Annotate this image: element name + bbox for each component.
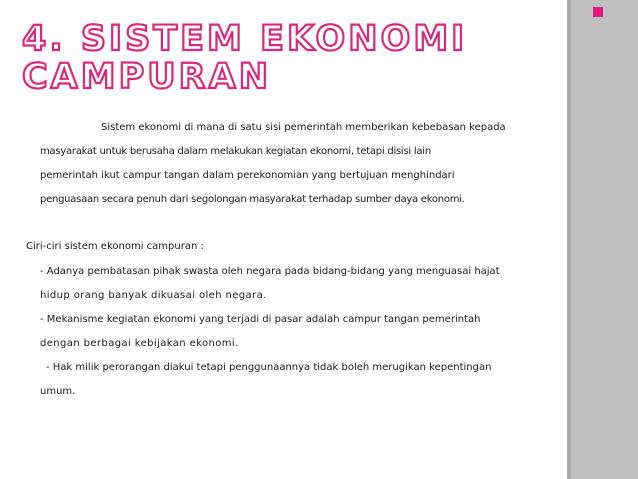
feature-line-5: - Hak milik perorangan diakui tetapi penggunaannya tidak boleh merugikan kepentingan <box>46 362 492 373</box>
feature-line-4: dengan berbagai kebijakan ekonomi. <box>40 338 239 349</box>
pink-square-marker <box>593 7 603 17</box>
intro-line-3: pemerintah ikut campur tangan dalam perekonomian yang bertujuan menghindari <box>40 170 455 181</box>
title-line-1: 4. SISTEM EKONOMI <box>22 19 468 59</box>
intro-line-2: masyarakat untuk berusaha dalam melakukan kegiatan ekonomi, tetapi disisi lain <box>40 146 431 157</box>
slide-title <box>22 20 562 96</box>
intro-line-1: Sistem ekonomi di mana di satu sisi pemerintah memberikan kebebasan kepada <box>101 122 506 133</box>
feature-line-2: hidup orang banyak dikuasai oleh negara. <box>40 290 267 301</box>
decorative-sidebar <box>567 0 638 479</box>
title-line-2: CAMPURAN <box>22 57 272 97</box>
feature-line-1: - Adanya pembatasan pihak swasta oleh negara pada bidang-bidang yang menguasai hajat <box>40 266 500 277</box>
feature-line-6: umum. <box>40 386 76 397</box>
features-heading: Ciri-ciri sistem ekonomi campuran : <box>26 241 204 252</box>
sidebar-stripe <box>567 0 571 479</box>
intro-line-4: penguasaan secara penuh dari segolongan masyarakat terhadap sumber daya ekonomi. <box>40 194 465 205</box>
feature-line-3: - Mekanisme kegiatan ekonomi yang terjadi di pasar adalah campur tangan pemerintah <box>40 314 481 325</box>
